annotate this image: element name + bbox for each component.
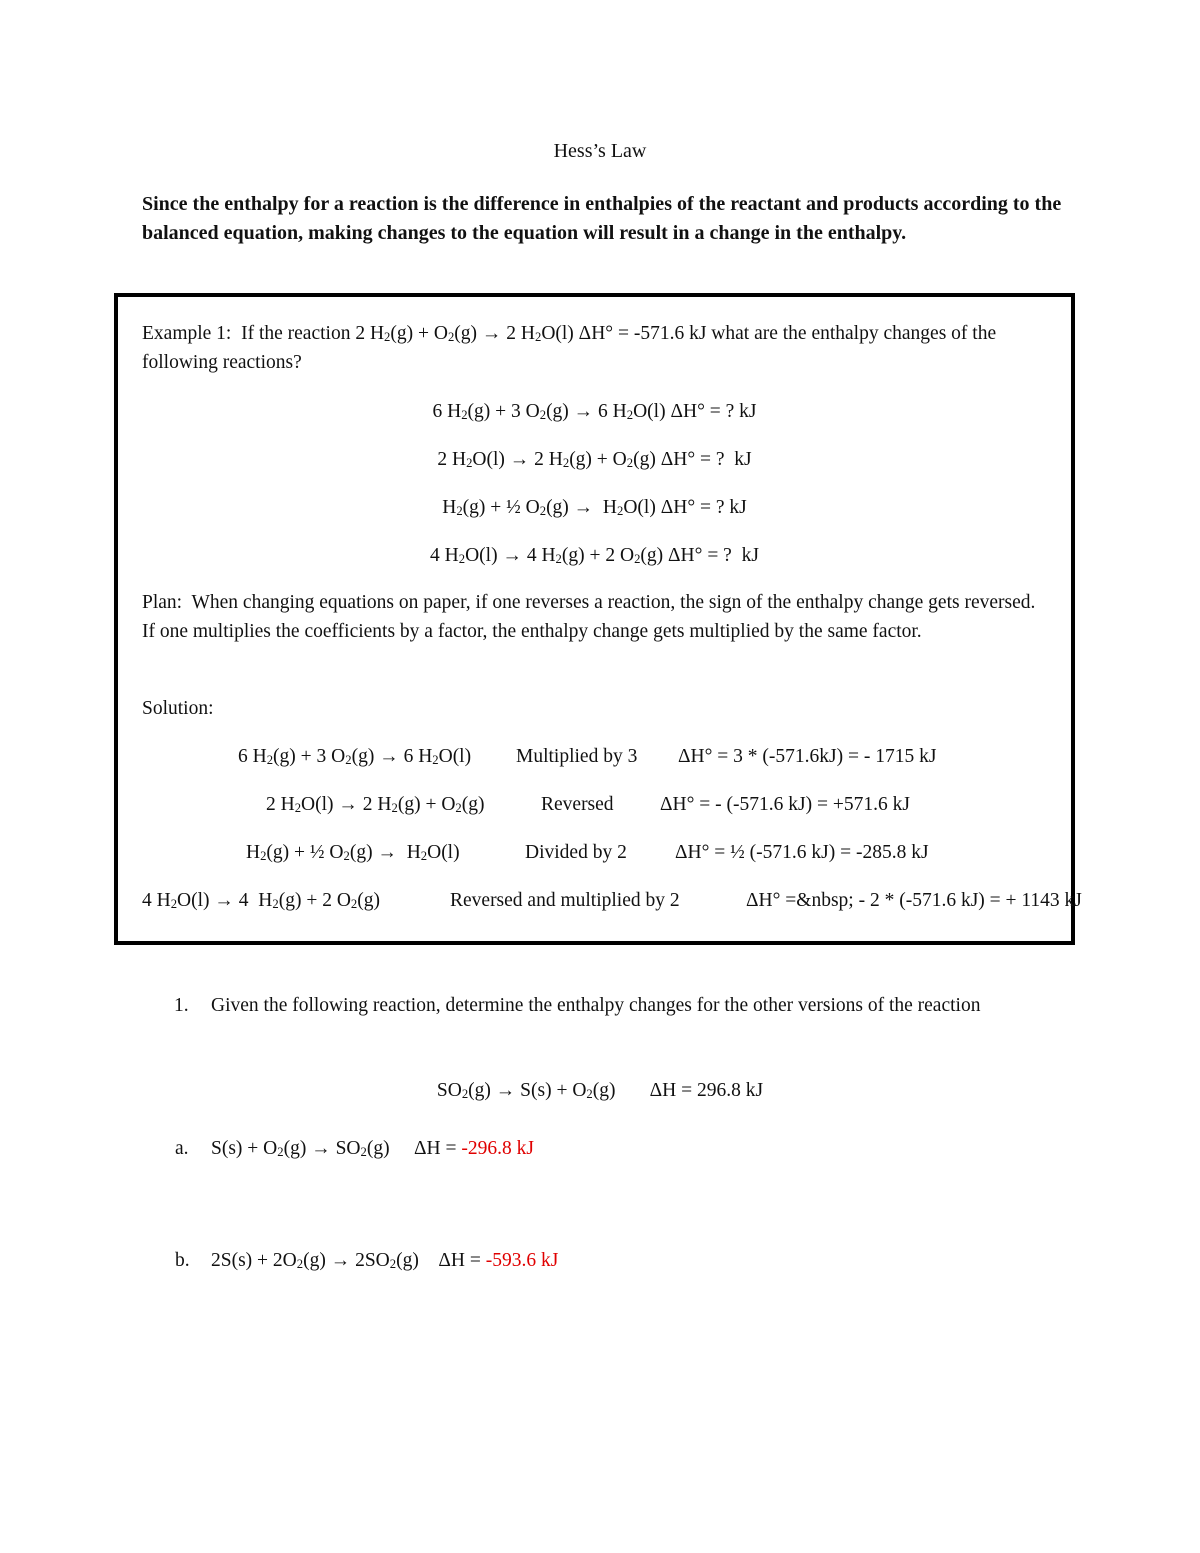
intro-paragraph: Since the enthalpy for a reaction is the difference in enthalpies of the reactant and products according to the balanced equation, making changes to the equation will result in a change in the enthalpy.: [142, 193, 1062, 244]
solution-4-equation: 4 $H_2O(l) \to 4$ $H_2(g) + 2$ $O_2(g)$: [142, 890, 380, 911]
page-title: Hess’s Law: [553, 140, 647, 162]
part-a-reaction: $S(s) + O_2(g) \to SO_2(g)$ ΔH =: [211, 1138, 462, 1159]
example-box: [114, 293, 1082, 945]
example-question-3: $H_2(g)$ + ½ $O_2(g) \to H_2O(l) \Delta H^\circ$ = ? kJ: [442, 497, 747, 518]
problem-1-text: Given the following reaction, determine the enthalpy changes for the other versions of the reaction: [211, 995, 981, 1016]
part-a-letter: a.: [175, 1138, 189, 1159]
solution-2-enthalpy: ΔH° = - (-571.6 kJ) = +571.6 kJ: [660, 794, 910, 815]
example-question-2: 2 $H_2O(l) \to 2$ $H_2(g) + O_2(g) \Delta H^\circ$ = ? kJ: [437, 449, 752, 470]
part-a-answer: -296.8 kJ: [461, 1138, 534, 1159]
part-b-reaction: $2S(s) + 2O_2(g) \to 2SO_2(g)$ ΔH =: [211, 1250, 486, 1271]
part-b-letter: b.: [175, 1250, 190, 1271]
solution-4-enthalpy: ΔH° =&nbsp; - 2 * (-571.6 kJ) = + 1143 kJ: [746, 890, 1082, 911]
part-b-equation: [211, 1250, 558, 1272]
solution-2-operation: Reversed: [541, 794, 614, 815]
part-b-answer: -593.6 kJ: [485, 1250, 559, 1271]
part-a-equation: [211, 1138, 534, 1160]
solution-3-enthalpy: ΔH° = ½ (-571.6 kJ) = -285.8 kJ: [675, 842, 929, 863]
solution-1-operation: Multiplied by 3: [516, 746, 638, 767]
example-prompt: Example 1: If the reaction 2 $H_2(g) + O_2(g) \to 2$ $H_2O(l) \Delta H^\circ = -571.6$ kJ what are the enthalpy changes of the following reactions?: [142, 323, 997, 373]
plan-paragraph: Plan: When changing equations on paper, if one reverses a reaction, the sign of the enthalpy change gets reversed. If one multiplies the coefficients by a factor, the enthalpy change gets multiplied by the same factor.: [142, 592, 1041, 642]
solution-3-equation: $H_2(g)$ + ½ $O_2(g) \to H_2O(l)$: [246, 842, 460, 863]
solution-3-operation: Divided by 2: [525, 842, 627, 863]
solution-1-equation: 6 $H_2(g) + 3$ $O_2(g) \to 6$ $H_2O(l)$: [238, 746, 472, 767]
problem-1-number: 1.: [174, 995, 189, 1016]
problem-1-given-reaction: $SO_2(g) \to S(s) + O_2(g)$ ΔH = 296.8 kJ: [436, 1080, 764, 1101]
example-question-1: 6 $H_2(g) + 3$ $O_2(g) \to 6$ $H_2O(l) \Delta H^\circ$ = ? kJ: [432, 401, 757, 422]
solution-2-equation: 2 $H_2O(l) \to 2$ $H_2(g) + O_2(g)$: [266, 794, 485, 815]
example-question-4: 4 $H_2O(l) \to 4$ $H_2(g) + 2$ $O_2(g) \Delta H^\circ$ = ? kJ: [430, 545, 759, 566]
solution-4-operation: Reversed and multiplied by 2: [450, 890, 680, 911]
solution-1-enthalpy: ΔH° = 3 * (-571.6kJ) = - 1715 kJ: [678, 746, 937, 767]
solution-label: Solution:: [142, 698, 214, 719]
